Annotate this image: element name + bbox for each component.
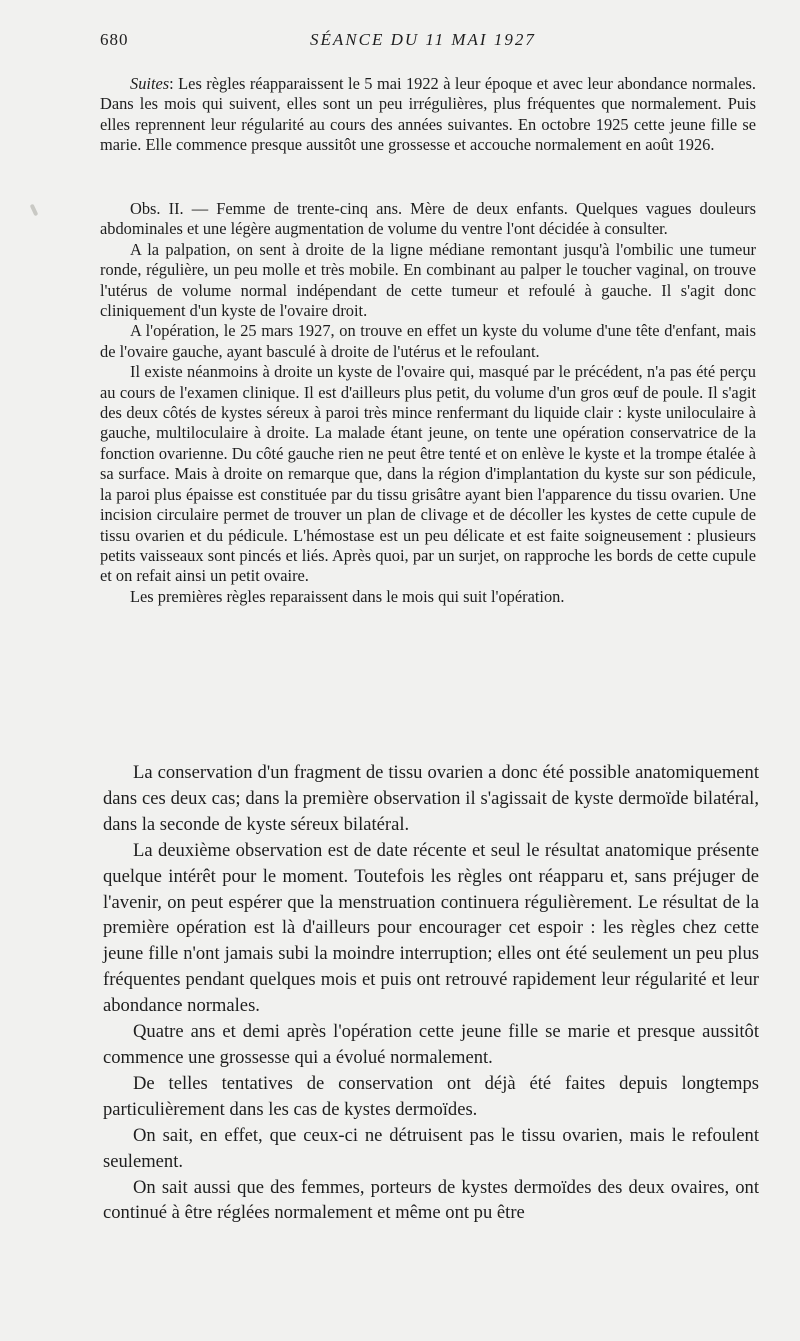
main-paragraph: On sait, en effet, que ceux-ci ne détruisent pas le tissu ovarien, mais le refoulent seulement.	[103, 1124, 759, 1172]
obs2-paragraph: Obs. II. — Femme de trente-cinq ans. Mère de deux enfants. Quelques vagues douleurs abdominales et une légère augmentation de volume du ventre l'ont décidée à consulter.	[100, 199, 756, 239]
obs2-paragraph: Il existe néanmoins à droite un kyste de l'ovaire qui, masqué par le précédent, n'a pas été perçu au cours de l'examen clinique. Il est d'ailleurs plus petit, du volume d'un gros œuf de poule. Il s'agit des deux côtés de kystes séreux à paroi très mince renfermant du liquide clair : kyste uniloculaire à gauche, multiloculaire à droite. La malade étant jeune, on tente une opération conservatrice de la fonction ovarienne. Du côté gauche rien ne peut être tenté et on enlève le kyste et la trompe étalée à sa surface. Mais à droite on remarque que, dans la région d'implantation du kyste sur son pédicule, la paroi plus épaisse est constituée par du tissu grisâtre ayant bien l'apparence du tissu ovarien. Une incision circulaire permet de trouver un plan de clivage et de décoller les kystes de cette cupule de tissu ovarien et du pédicule. L'hémostase est un peu délicate et est faite soigneusement : plusieurs petits vaisseaux sont pincés et liés. Après quoi, par un surjet, on rapproche les bords de cette cupule et on refait ainsi un petit ovaire.	[100, 362, 756, 586]
main-paragraph: On sait aussi que des femmes, porteurs de kystes dermoïdes des deux ovaires, ont continué à être réglées normalement et même ont pu être	[103, 1176, 759, 1224]
obs2-paragraph: A la palpation, on sent à droite de la ligne médiane remontant jusqu'à l'ombilic une tumeur ronde, régulière, un peu molle et très mobile. En combinant au palper le toucher vaginal, on trouve l'utérus de volume normal indépendant de cette tumeur et refoulé à gauche. Il s'agit donc cliniquement d'un kyste de l'ovaire droit.	[100, 239, 756, 321]
main-paragraph: La deuxième observation est de date récente et seul le résultat anatomique présente quelque intérêt pour le moment. Toutefois les règles ont réapparu et, sans préjuger de l'avenir, on peut espérer que la menstruation continuera régulièrement. Le résultat de la première opération est là d'ailleurs pour encourager cet espoir : les règles chez cette jeune fille n'ont jamais subi la moindre interruption; elles ont été seulement un peu plus fréquentes pendant quelques mois et puis ont retrouvé rapidement leur régularité et leur abondance normales.	[103, 839, 759, 1017]
observation-2	[100, 199, 756, 607]
page-number: 680	[100, 30, 129, 49]
obs2-paragraph: Les premières règles reparaissent dans le mois qui suit l'opération.	[130, 586, 565, 606]
main-paragraph: De telles tentatives de conservation ont déjà été faites depuis longtemps particulièrement dans les cas de kystes dermoïdes.	[103, 1072, 759, 1120]
main-paragraph: La conservation d'un fragment de tissu ovarien a donc été possible anatomiquement dans ces deux cas; dans la première observation il s'agissait de kyste dermoïde bilatéral, dans la seconde de kyste séreux bilatéral.	[103, 762, 759, 835]
suites-text: : Les règles réapparaissent le 5 mai 1922 à leur époque et avec leur abondance normales. Dans les mois qui suivent, elles sont un peu irrégulières, plus fréquentes que normalement. Puis elles reprennent leur régularité au cours des années suivantes. En octobre 1925 cette jeune fille se marie. Elle commence presque aussitôt une grossesse et accouche normalement en août 1926.	[100, 74, 756, 155]
main-text	[103, 760, 759, 1226]
page-header	[100, 30, 756, 52]
obs2-paragraph: A l'opération, le 25 mars 1927, on trouve en effet un kyste du volume d'une tête d'enfant, mais de l'ovaire gauche, ayant basculé à droite de l'utérus et le refoulant.	[100, 321, 756, 361]
suites-paragraph	[100, 74, 756, 156]
margin-mark	[30, 204, 39, 217]
suites-section	[100, 74, 756, 156]
suites-label: Suites	[130, 74, 170, 93]
main-paragraph: Quatre ans et demi après l'opération cette jeune fille se marie et presque aussitôt commence une grossesse qui a évolué normalement.	[103, 1021, 759, 1068]
running-title: SÉANCE DU 11 MAI 1927	[310, 30, 536, 49]
